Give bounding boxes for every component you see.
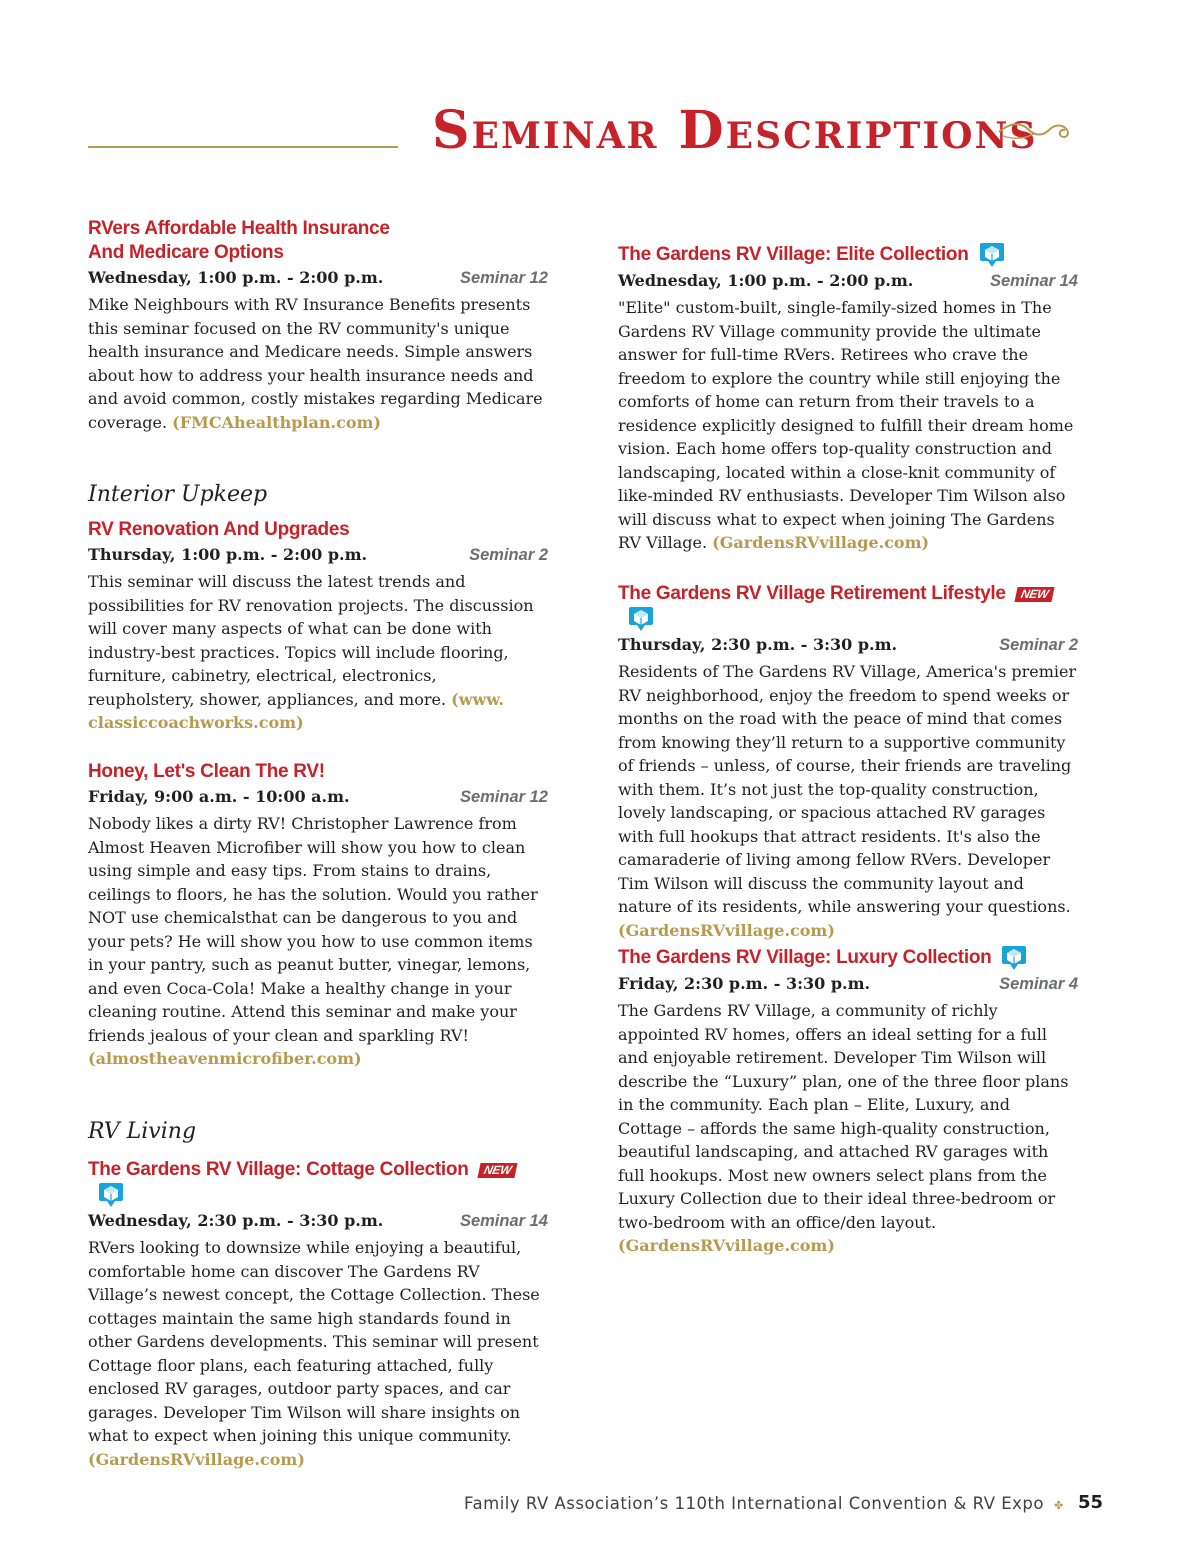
page-footer [0, 1494, 1200, 1518]
description-text: Residents of The Gardens RV Village, America's premier RV neighborhood, enjoy the freedom to spend weeks or months on the road with the peace of mind that comes from knowing they’ll return to a supportive community of friends – unless, of course, their friends are traveling with them. It’s not just the top-quality construction, lovely landscaping, or spacious attached RV garages with full hookups that attract residents. It's also the camaraderie of living among fellow RVers. Developer Tim Wilson will discuss the community layout and nature of its residents, while answering your questions. [618, 662, 1077, 917]
model-home-icon [628, 606, 654, 632]
seminar-cottage-collection [88, 1158, 548, 1471]
seminar-title [88, 1158, 548, 1208]
seminar-room: Seminar 12 [459, 788, 548, 806]
seminar-title: Honey, Let's Clean The RV! [88, 761, 325, 782]
schedule-row [618, 971, 1078, 997]
seminar-elite-collection [618, 242, 1078, 555]
seminar-time: Wednesday, 1:00 p.m. - 2:00 p.m. [88, 268, 384, 287]
seminar-time: Friday, 2:30 p.m. - 3:30 p.m. [618, 974, 871, 993]
seminar-room: Seminar 2 [469, 546, 548, 564]
description-text: Nobody likes a dirty RV! Christopher Lawrence from Almost Heaven Microfiber will show you how to clean using simple and easy tips. From stains to drains, ceilings to floors, he has the solution. Would you rather NOT use chemicalsthat can be dangerous to you and your pets? He will show you how to use common items in your pantry, such as peanut butter, vinegar, lemons, and even Coca-Cola! Make a healthy change in your cleaning routine. Attend this seminar and make your friends jealous of your clean and sparkling RV! [88, 814, 538, 1045]
category-heading: RV Living [88, 1119, 197, 1144]
seminar-health-insurance [88, 217, 548, 434]
seminar-description [88, 1236, 548, 1471]
seminar-description [88, 812, 548, 1071]
seminar-title-line: RVers Affordable Health Insurance [88, 218, 390, 239]
seminar-retirement-lifestyle [618, 582, 1078, 942]
footer-publication-title: Family RV Association’s 110th International Convention & RV Expo [464, 1494, 1044, 1513]
seminar-description [618, 296, 1078, 555]
model-home-icon [979, 242, 1005, 268]
seminar-room: Seminar 4 [999, 975, 1078, 993]
seminar-description [618, 660, 1078, 942]
new-badge: NEW [1014, 587, 1054, 602]
seminar-title: RV Renovation And Upgrades [88, 519, 350, 540]
seminar-luxury-collection [618, 945, 1078, 1258]
seminar-title [618, 945, 1078, 971]
seminar-room: Seminar 12 [459, 269, 548, 287]
website-link[interactable]: (almostheavenmicrofiber.com) [88, 1049, 362, 1068]
page-number: 55 [1078, 1492, 1104, 1513]
seminar-title-text: The Gardens RV Village: Luxury Collection [618, 947, 992, 968]
header-rule [88, 146, 398, 148]
seminar-time: Thursday, 1:00 p.m. - 2:00 p.m. [88, 545, 368, 564]
page-title: Seminar Descriptions [432, 100, 1038, 161]
seminar-description [618, 999, 1078, 1258]
website-link[interactable]: (www. classiccoachworks.com) [88, 689, 504, 732]
website-link[interactable]: (FMCAhealthplan.com) [172, 412, 381, 432]
model-home-icon [98, 1182, 124, 1208]
description-text: "Elite" custom-built, single-family-sized homes in The Gardens RV Village community provide the ultimate answer for full-time RVers. Retirees who crave the freedom to explore the country while still enjoying the comforts of home can return from their travels to a residence explicitly designed to fulfill their dream home vision. Each home offers top-quality construction and landscaping, located within a close-knit community of like-minded RV enthusiasts. Developer Tim Wilson also will discuss what to expect when joining The Gardens RV Village. [618, 298, 1074, 552]
seminar-room: Seminar 2 [999, 636, 1078, 655]
website-link[interactable]: (GardensRVvillage.com) [88, 1449, 305, 1469]
description-text: This seminar will discuss the latest trends and possibilities for RV renovation projects. The discussion will cover many aspects of what can be done with industry-best practices. Topics will include flooring, furniture, cabinetry, electrical, electronics, reupholstery, shower, appliances, and more. [88, 572, 534, 709]
seminar-title-text: The Gardens RV Village: Elite Collection [618, 244, 969, 265]
description-text: Mike Neighbours with RV Insurance Benefits presents this seminar focused on the RV community's unique health insurance and Medicare needs. Simple answers about how to address your health insurance needs and and avoid common, costly mistakes regarding Medicare coverage. [88, 295, 543, 432]
seminar-title [618, 582, 1078, 632]
page-header [0, 90, 1200, 180]
flourish-ornament-icon [997, 118, 1077, 144]
seminar-title-text: The Gardens RV Village: Cottage Collection [88, 1159, 469, 1180]
website-link[interactable]: (GardensRVvillage.com) [618, 920, 835, 940]
schedule-row [88, 265, 548, 291]
seminar-title [618, 242, 1078, 268]
schedule-row [618, 268, 1078, 294]
seminar-rv-renovation [88, 518, 548, 735]
description-text: The Gardens RV Village, a community of richly appointed RV homes, offers an ideal setting for a full and enjoyable retirement. Developer Tim Wilson will describe the “Luxury” plan, one of the three floor plans in the community. Each plan – Elite, Luxury, and Cottage – affords the same high-quality construction, beautiful landscaping, and attached RV garages with full hookups. Most new owners select plans from the Luxury Collection due to their ideal three-bedroom or two-bedroom with an office/den layout. [618, 1001, 1069, 1232]
website-link[interactable]: (GardensRVvillage.com) [712, 533, 930, 552]
seminar-time: Wednesday, 2:30 p.m. - 3:30 p.m. [88, 1211, 384, 1231]
seminar-room: Seminar 14 [459, 1212, 548, 1231]
seminar-time: Thursday, 2:30 p.m. - 3:30 p.m. [618, 635, 898, 655]
seminar-time: Wednesday, 1:00 p.m. - 2:00 p.m. [618, 271, 914, 290]
seminar-title-line: And Medicare Options [88, 242, 284, 263]
category-heading: Interior Upkeep [88, 482, 268, 507]
new-badge: NEW [477, 1163, 517, 1178]
footer-diamond-icon: ✤ [1054, 1499, 1064, 1512]
seminar-description [88, 570, 548, 735]
schedule-row [88, 784, 548, 810]
seminar-description [88, 293, 548, 434]
schedule-row [88, 1208, 548, 1234]
model-home-icon [1001, 945, 1027, 971]
seminar-time: Friday, 9:00 a.m. - 10:00 a.m. [88, 787, 350, 806]
seminar-room: Seminar 14 [989, 272, 1078, 290]
seminar-title [88, 217, 548, 265]
seminar-clean-rv [88, 760, 548, 1071]
description-text: RVers looking to downsize while enjoying a beautiful, comfortable home can discover The Gardens RV Village’s newest concept, the Cottage Collection. These cottages maintain the same high standards found in other Gardens developments. This seminar will present Cottage floor plans, each featuring attached, fully enclosed RV garages, outdoor party spaces, and car garages. Developer Tim Wilson will share insights on what to expect when joining this unique community. [88, 1238, 540, 1446]
website-link[interactable]: (GardensRVvillage.com) [618, 1236, 835, 1255]
schedule-row [88, 542, 548, 568]
schedule-row [618, 632, 1078, 658]
seminar-title-text: The Gardens RV Village Retirement Lifestyle [618, 583, 1006, 604]
